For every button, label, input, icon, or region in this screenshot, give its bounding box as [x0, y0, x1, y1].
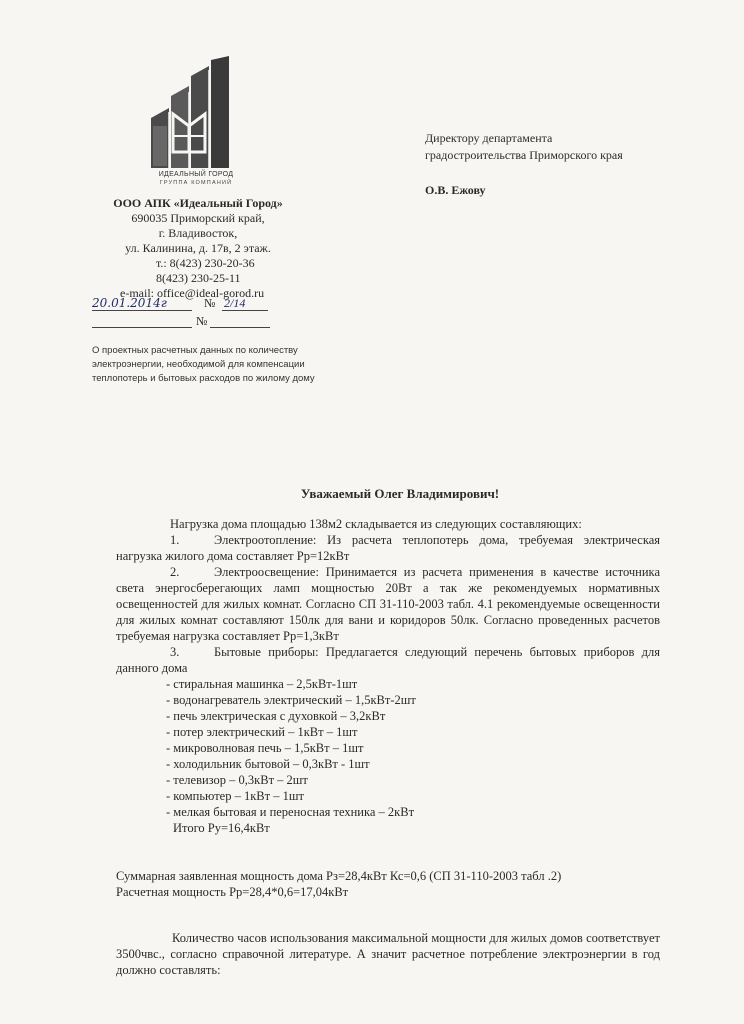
addressee-name: О.В. Ежову: [425, 183, 486, 197]
list-item: - водонагреватель электрический – 1,5кВт-2шт: [166, 693, 416, 707]
item-3-number: 3.: [170, 645, 180, 659]
list-item: - телевизор – 0,3кВт – 2шт: [166, 773, 308, 787]
summary-calculated-power: Расчетная мощность Рр=28,4*0,6=17,04кВт: [116, 885, 349, 899]
intro-paragraph: Нагрузка дома площадью 138м2 складывается из следующих составляющих:: [170, 517, 582, 531]
item-1-text: Электроотопление: Из расчета теплопотерь дома, требуемая электрическая нагрузка жилого дома составляет Рр=12кВт: [116, 533, 660, 563]
list-item: - стиральная машинка – 2,5кВт-1шт: [166, 677, 358, 691]
addressee-position-1: Директору департамента: [425, 131, 553, 145]
sender-city: г. Владивосток,: [158, 226, 238, 240]
appliance-list: [116, 676, 660, 820]
number-underline: [222, 310, 268, 311]
letter-subject: О проектных расчетных данных по количеству электроэнергии, необходимой для компенсации теплопотерь и бытовых расходов по жилому дому: [92, 345, 315, 384]
sender-company: ООО АПК «Идеальный Город»: [113, 196, 283, 210]
item-2-number: 2.: [170, 565, 180, 579]
company-logo: [151, 56, 239, 186]
list-item: - печь электрическая с духовкой – 3,2кВт: [166, 709, 386, 723]
summary-declared-power: Суммарная заявленная мощность дома Рз=28,4кВт Кс=0,6 (СП 31-110-2003 табл .2): [116, 869, 562, 883]
item-1-number: 1.: [170, 533, 180, 547]
letter-body: [116, 516, 660, 978]
appliance-total: Итого Ру=16,4кВт: [173, 821, 270, 835]
sender-email: e-mail: office@ideal-gorod.ru: [120, 286, 265, 300]
item-2: [116, 564, 660, 644]
item-3: [116, 644, 660, 676]
list-item: - холодильник бытовой – 0,3кВт - 1шт: [166, 757, 370, 771]
reference-number-sign: №: [196, 314, 208, 328]
reference-number-underline: [210, 327, 270, 328]
salutation: Уважаемый Олег Владимирович!: [300, 486, 500, 501]
addressee-position-2: градостроительства Приморского края: [425, 148, 623, 162]
logo-caption: ИДЕАЛЬНЫЙ ГОРОД: [158, 171, 234, 178]
list-item: - компьютер – 1кВт – 1шт: [166, 789, 304, 803]
registration-line: [92, 296, 272, 313]
item-2-text: Электроосвещение: Принимается из расчета применения в качестве источника света энергосберегающих ламп мощностью 20Вт а так же рекомендуемых нормативных освещенностей для жилых комнат. Согласно СП 31-110-2003 табл. 4.1 рекомендуемые освещенности для жилых комнат составляют 150лк для вани и коридоров 50лк. Согласно проведенных расчетов требуемая нагрузка составляет Рр=1,3кВт: [116, 565, 660, 643]
addressee-block: [425, 130, 725, 199]
number-sign: №: [204, 296, 216, 310]
reference-date-underline: [92, 327, 192, 328]
logo-subcaption: ГРУППА КОМПАНИЙ: [159, 180, 233, 186]
date-underline: [92, 310, 192, 311]
list-item: - потер электрический – 1кВт – 1шт: [166, 725, 358, 739]
sender-phone-1: т.: 8(423) 230-20-36: [156, 256, 255, 270]
sender-phone-2: 8(423) 230-25-11: [156, 271, 241, 285]
sender-postcode: 690035 Приморский край,: [131, 211, 265, 225]
registration-number: 2/14: [224, 296, 246, 310]
sender-block: [72, 196, 324, 301]
item-3-text: Бытовые приборы: Предлагается следующий перечень бытовых приборов для данного дома: [116, 645, 660, 675]
item-1: [116, 532, 660, 564]
closing-paragraph: Количество часов использования максимальной мощности для жилых домов соответствует 3500чвс., согласно справочной литературе. А значит расчетное потребление электроэнергии в год должно составлять:: [116, 931, 660, 977]
reference-line: [92, 315, 272, 331]
sender-street: ул. Калинина, д. 17в, 2 этаж.: [125, 241, 271, 255]
list-item: - мелкая бытовая и переносная техника – 2кВт: [166, 805, 415, 819]
registration-date: 20.01.2014г: [92, 296, 167, 310]
list-item: - микроволновая печь – 1,5кВт – 1шт: [166, 741, 364, 755]
